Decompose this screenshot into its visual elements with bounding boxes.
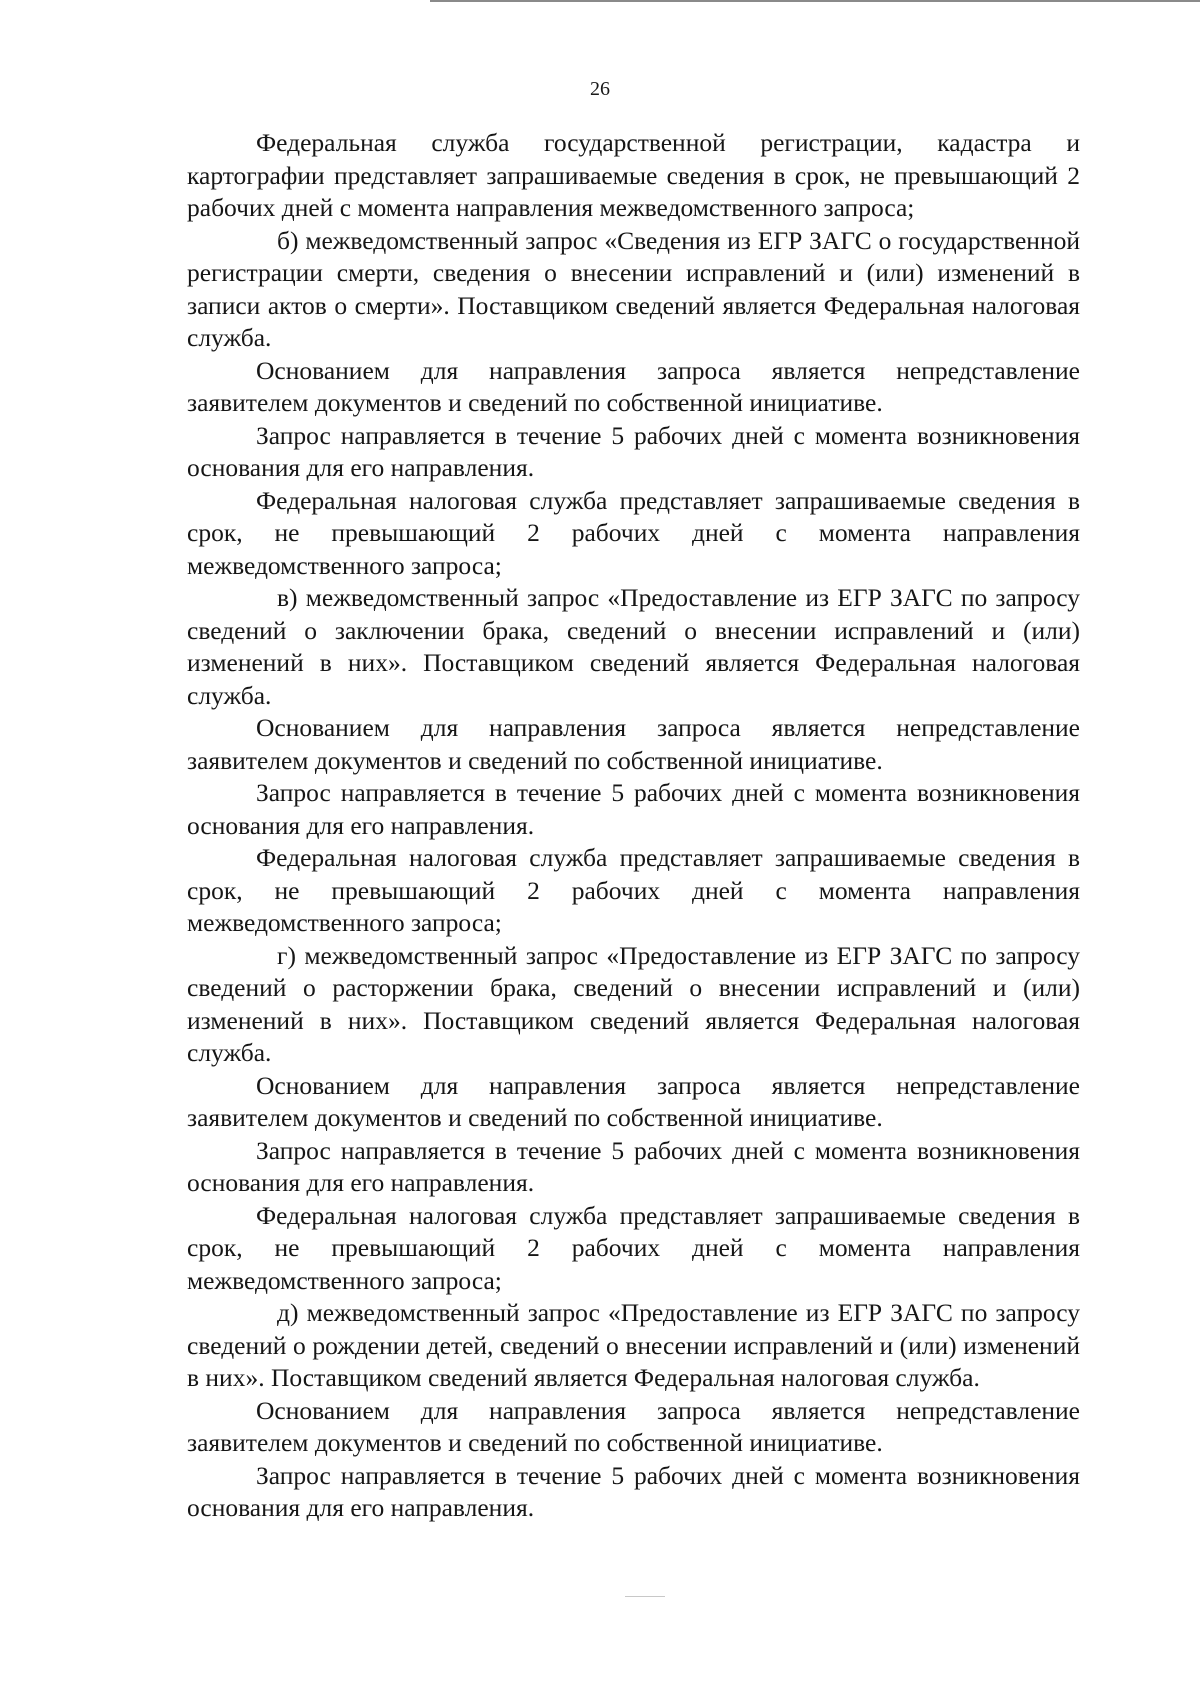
list-item-g: г) межведомственный запрос «Предоставление из ЕГР ЗАГС по запросу сведений о расторжении брака, сведений о внесении исправлений и (или) изменений в них». Поставщиком сведений является Федеральная налоговая служба. [187,940,1080,1067]
paragraph: Основанием для направления запроса является непредставление заявителем документов и сведений по собственной инициативе. [187,713,1080,775]
paragraph: Основанием для направления запроса является непредставление заявителем документов и сведений по собственной инициативе. [187,355,1080,417]
scan-edge-line [430,0,1200,2]
list-item-v: в) межведомственный запрос «Предоставление из ЕГР ЗАГС по запросу сведений о заключении брака, сведений о внесении исправлений и (или) изменений в них». Поставщиком сведений является Федеральная налоговая служба. [187,583,1080,710]
paragraph: Запрос направляется в течение 5 рабочих дней с момента возникновения основания для его направления. [187,1460,1080,1522]
paragraph: Запрос направляется в течение 5 рабочих дней с момента возникновения основания для его направления. [187,420,1080,482]
paragraph: Федеральная служба государственной регистрации, кадастра и картографии представляет запрашиваемые сведения в срок, не превышающий 2 рабочих дней с момента направления межведомственного запроса; [187,128,1080,222]
page-number: 26 [590,78,610,100]
paragraph: Федеральная налоговая служба представляет запрашиваемые сведения в срок, не превышающий 2 рабочих дней с момента направления межведомственного запроса; [187,1200,1080,1295]
paragraph: Запрос направляется в течение 5 рабочих дней с момента возникновения основания для его направления. [187,1135,1080,1197]
paragraph: Федеральная налоговая служба представляет запрашиваемые сведения в срок, не превышающий 2 рабочих дней с момента направления межведомственного запроса; [187,485,1080,580]
paragraph: Основанием для направления запроса является непредставление заявителем документов и сведений по собственной инициативе. [187,1070,1080,1132]
paragraph: Запрос направляется в течение 5 рабочих дней с момента возникновения основания для его направления. [187,778,1080,840]
document-body [187,127,1080,1525]
list-item-d: д) межведомственный запрос «Предоставление из ЕГР ЗАГС по запросу сведений о рождении детей, сведений о внесении исправлений и (или) изменений в них». Поставщиком сведений является Федеральная налоговая служба. [187,1298,1080,1392]
scan-artifact-mark [625,1596,665,1597]
paragraph: Основанием для направления запроса является непредставление заявителем документов и сведений по собственной инициативе. [187,1395,1080,1457]
list-item-b: б) межведомственный запрос «Сведения из ЕГР ЗАГС о государственной регистрации смерти, сведения о внесении исправлений и (или) изменений в записи актов о смерти». Поставщиком сведений является Федеральная налоговая служба. [187,225,1080,352]
paragraph: Федеральная налоговая служба представляет запрашиваемые сведения в срок, не превышающий 2 рабочих дней с момента направления межведомственного запроса; [187,843,1080,937]
